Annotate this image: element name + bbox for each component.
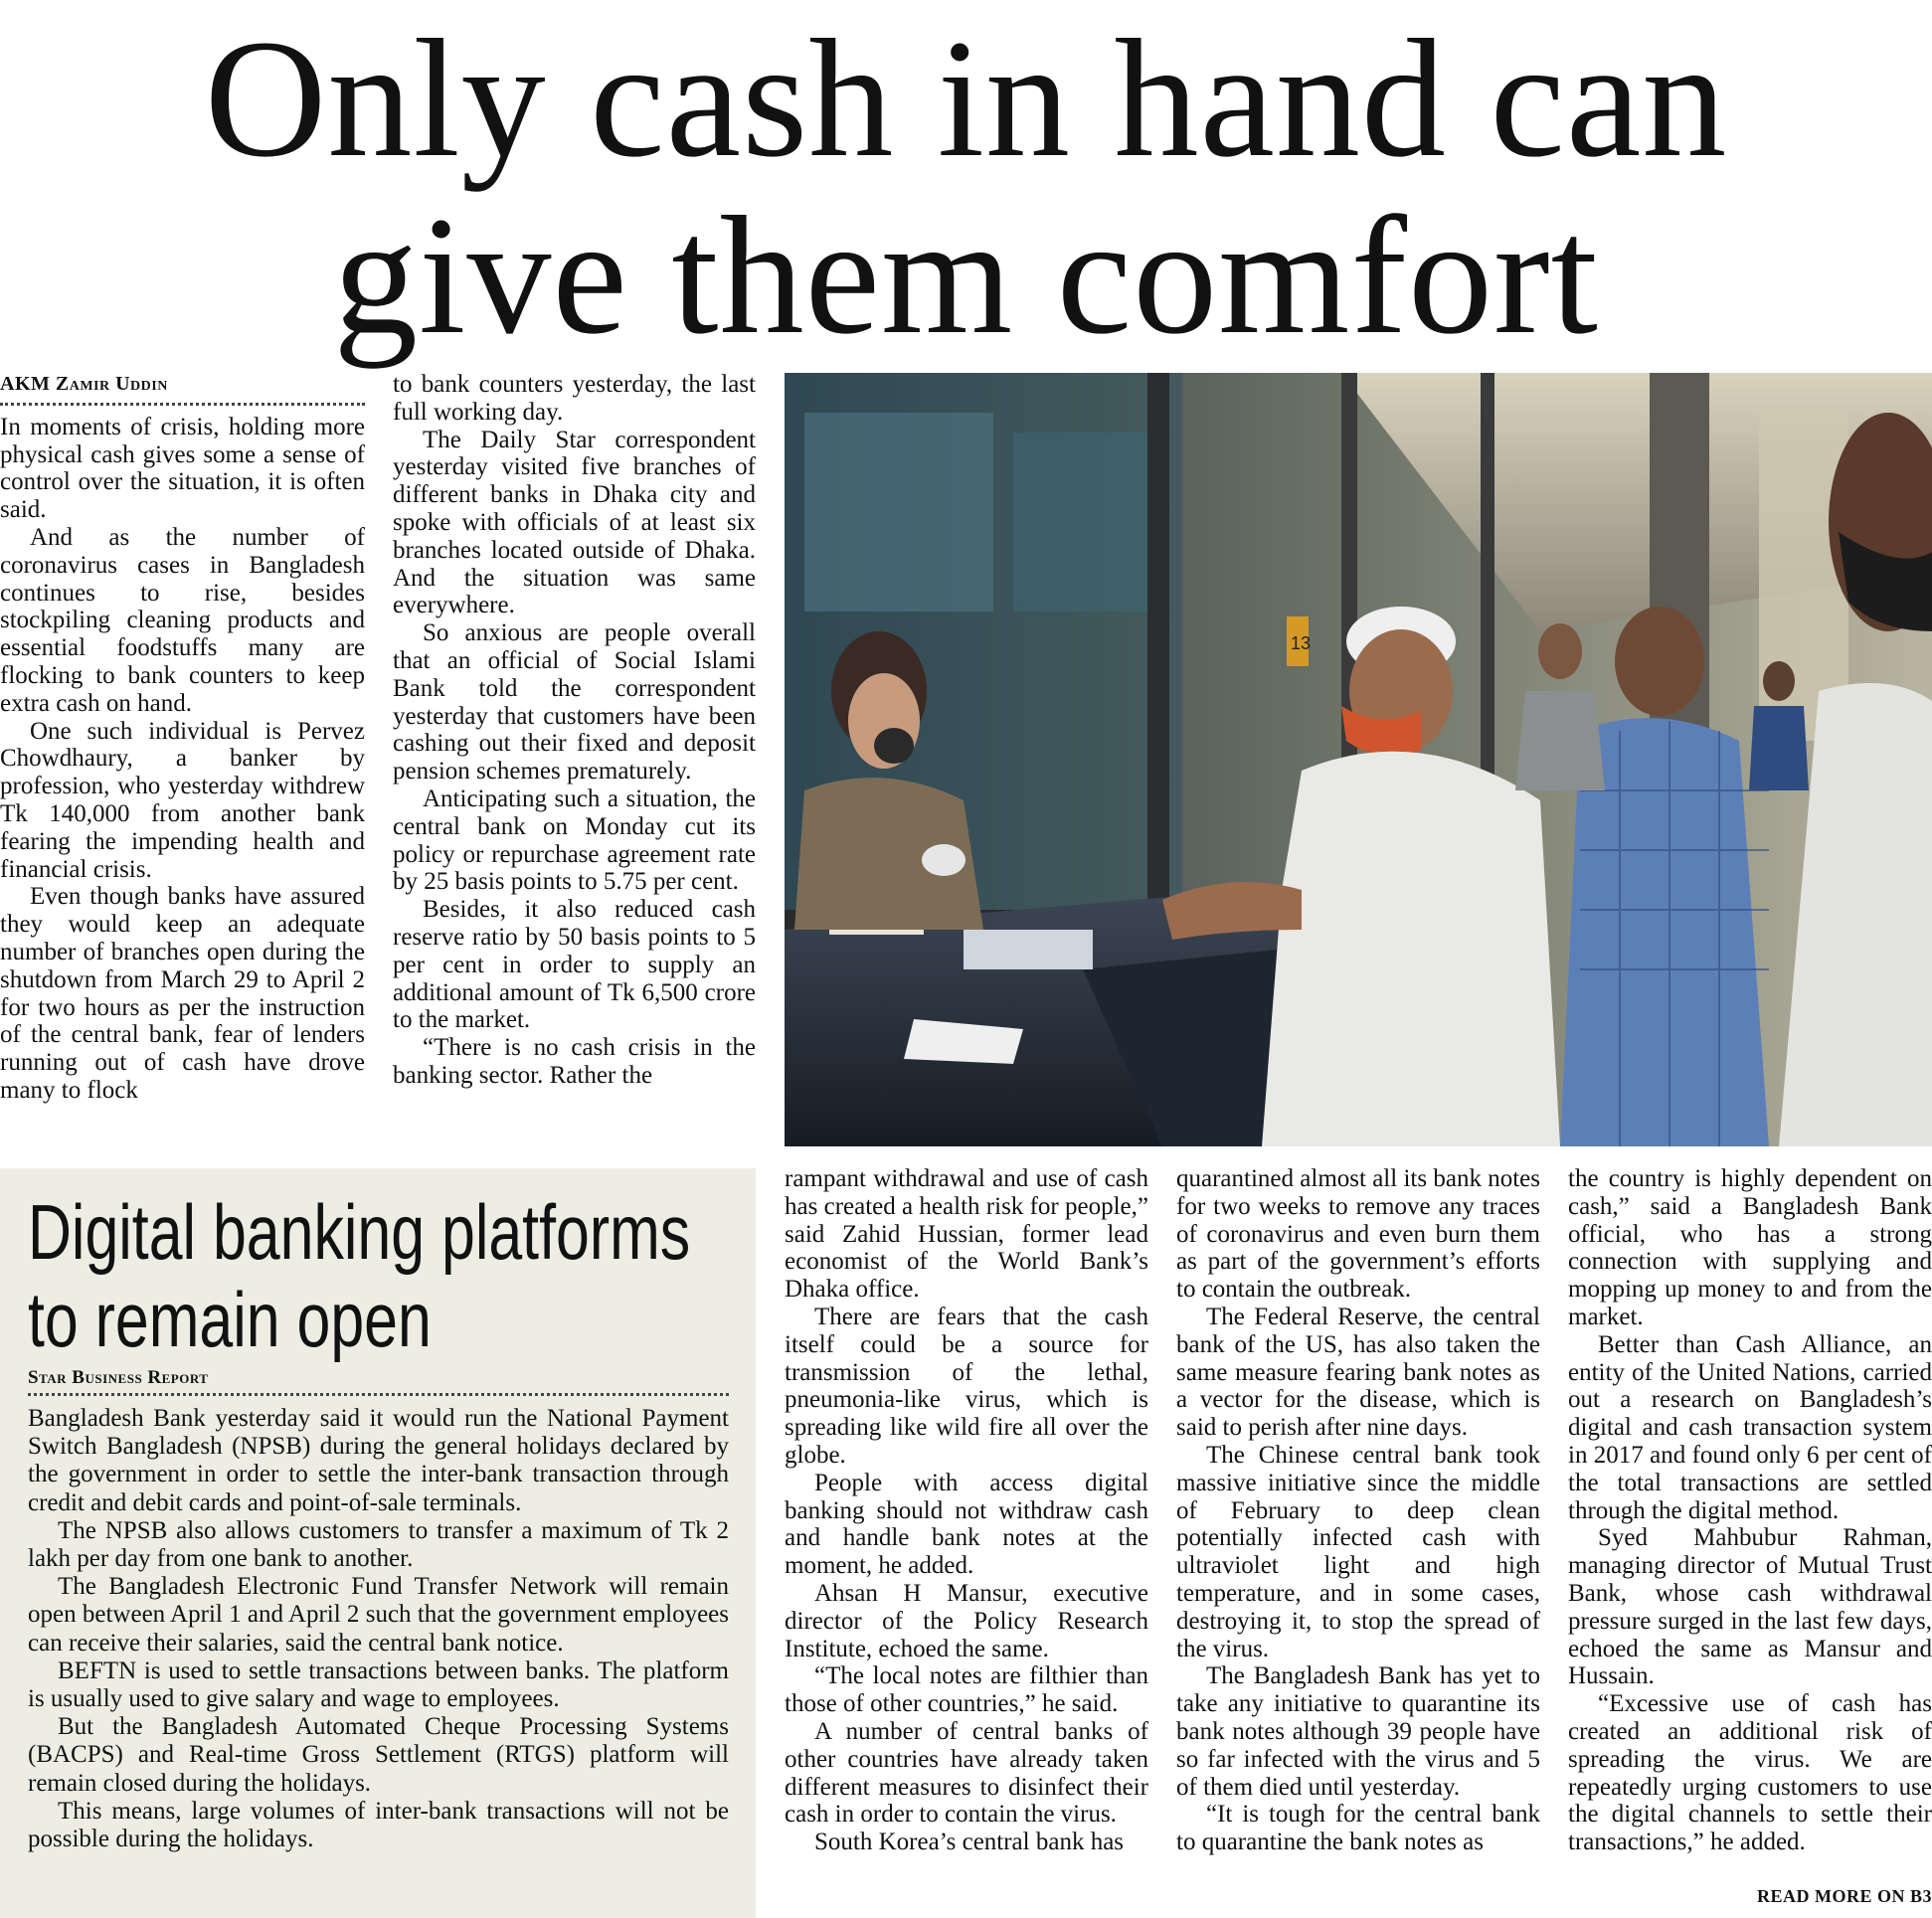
- paragraph: Ahsan H Mansur, executive director of the Policy Research Institute, echoed the same.: [785, 1579, 1148, 1662]
- paragraph: So anxious are people overall that an official of Social Islami Bank told the correspondent yesterday that customers have been cashing out their fixed and deposit pension schemes prematurely.: [393, 619, 756, 785]
- headline-line-2: give them comfort: [333, 182, 1599, 369]
- paragraph: And as the number of coronavirus cases in Bangladesh continues to rise, besides stockpiling cleaning products and essential foodstuffs many are flocking to bank counters to keep extra cash on hand.: [0, 523, 365, 717]
- paragraph: to bank counters yesterday, the last full working day.: [393, 371, 756, 426]
- paragraph: People with access digital banking should not withdraw cash and handle bank notes at the moment, he added.: [785, 1469, 1148, 1580]
- sidebar-headline: [28, 1188, 691, 1363]
- sidebar-headline-line-1: Digital banking platforms: [28, 1188, 691, 1276]
- sidebar-byline-divider: [28, 1393, 729, 1396]
- paragraph: Syed Mahbubur Rahman, managing director of Mutual Trust Bank, whose cash withdrawal pressure surged in the last few days, echoed the same as Mansur and Hussain.: [1568, 1524, 1932, 1690]
- paragraph: Even though banks have assured they would keep an adequate number of branches open during the shutdown from March 29 to April 2 for two hours as per the instruction of the central bank, fear of lenders running out of cash have drove many to flock: [0, 883, 365, 1104]
- paragraph: Besides, it also reduced cash reserve ratio by 50 basis points to 5 per cent in order to supply an additional amount of Tk 6,500 crore to the market.: [393, 896, 756, 1034]
- paragraph: Anticipating such a situation, the central bank on Monday cut its policy or repurchase agreement rate by 25 basis points to 5.75 per cent.: [393, 785, 756, 896]
- paragraph: The Federal Reserve, the central bank of the US, has also taken the same measure fearing bank notes as a vector for the disease, which is said to perish after nine days.: [1176, 1303, 1540, 1442]
- paragraph: The Daily Star correspondent yesterday visited five branches of different banks in Dhaka city and spoke with officials of at least six branches located outside of Dhaka. And the situation was same everywhere.: [393, 426, 756, 619]
- paragraph: rampant withdrawal and use of cash has created a health risk for people,” said Zahid Hussian, former lead economist of the World Bank’s Dhaka office.: [785, 1165, 1148, 1304]
- paragraph: the country is highly dependent on cash,” said a Bangladesh Bank official, who has a strong connection with supplying and mopping up money to and from the market.: [1568, 1165, 1932, 1330]
- sidebar-byline: Star Business Report: [28, 1367, 209, 1388]
- story-column-1: [0, 371, 365, 1105]
- counter-number: 13: [1291, 633, 1312, 653]
- byline-divider: [0, 403, 365, 406]
- headline-line-1: Only cash in hand can: [204, 5, 1728, 192]
- paragraph: A number of central banks of other countries have already taken different measures to disinfect their cash in order to contain the virus.: [785, 1717, 1148, 1829]
- paragraph: There are fears that the cash itself could be a source for transmission of the lethal, pneumonia-like virus, which is spreading like wild fire all over the globe.: [785, 1303, 1148, 1469]
- paragraph: But the Bangladesh Automated Cheque Processing Systems (BACPS) and Real-time Gross Settlement (RTGS) platform will remain closed during the holidays.: [28, 1713, 729, 1797]
- story-column-4: [1176, 1165, 1540, 1856]
- story-column-2: [393, 371, 756, 1090]
- paragraph: The Bangladesh Electronic Fund Transfer Network will remain open between April 1 and April 2 such that the government employees can receive their salaries, said the central bank notice.: [28, 1573, 729, 1656]
- sidebar-headline-line-2: to remain open: [28, 1276, 432, 1363]
- paragraph: “Excessive use of cash has created an additional risk of spreading the virus. We are repeatedly urging customers to use the digital channels to settle their transactions,” he added.: [1568, 1690, 1932, 1856]
- paragraph: “It is tough for the central bank to quarantine the bank notes as: [1176, 1801, 1540, 1856]
- paragraph: In moments of crisis, holding more physical cash gives some a sense of control over the situation, it is often said.: [0, 413, 365, 524]
- paragraph: “There is no cash crisis in the banking sector. Rather the: [393, 1034, 756, 1089]
- paragraph: BEFTN is used to settle transactions between banks. The platform is usually used to give salary and wage to employees.: [28, 1656, 729, 1713]
- paragraph: The NPSB also allows customers to transfer a maximum of Tk 2 lakh per day from one bank to another.: [28, 1516, 729, 1573]
- sidebar-story: [0, 1168, 756, 1918]
- sidebar-body: [28, 1405, 729, 1853]
- paragraph: This means, large volumes of inter-bank transactions will not be possible during the holidays.: [28, 1797, 729, 1853]
- story-column-5: [1568, 1165, 1932, 1856]
- paragraph: quarantined almost all its bank notes for two weeks to remove any traces of coronavirus and even burn them as part of the government’s efforts to contain the outbreak.: [1176, 1165, 1540, 1304]
- bank-counter-photo: [785, 373, 1932, 1146]
- story-column-3: [785, 1165, 1148, 1856]
- main-headline: [0, 5, 1932, 369]
- paragraph: The Chinese central bank took massive initiative since the middle of February to deep clean potentially infected cash with ultraviolet light and high temperature, and in some cases, destroying it, to stop the spread of the virus.: [1176, 1441, 1540, 1662]
- paragraph: The Bangladesh Bank has yet to take any initiative to quarantine its bank notes although 39 people have so far infected with the virus and 5 of them died until yesterday.: [1176, 1662, 1540, 1801]
- byline: AKM Zamir Uddin: [0, 373, 168, 395]
- paragraph: “The local notes are filthier than those of other countries,” he said.: [785, 1662, 1148, 1718]
- paragraph: Bangladesh Bank yesterday said it would run the National Payment Switch Bangladesh (NPSB) during the general holidays declared by the government in order to settle the inter-bank transaction through credit and debit cards and point-of-sale terminals.: [28, 1405, 729, 1516]
- paragraph: One such individual is Pervez Chowdhaury, a banker by profession, who yesterday withdrew Tk 140,000 from another bank fearing the impending health and financial crisis.: [0, 717, 365, 883]
- paragraph: South Korea’s central bank has: [814, 1829, 1125, 1856]
- paragraph: Better than Cash Alliance, an entity of the United Nations, carried out a research on Bangladesh’s digital and cash transaction system in 2017 and found only 6 per cent of the total transactions are settled through the digital method.: [1568, 1330, 1932, 1524]
- read-more-jump[interactable]: READ MORE ON B3: [1756, 1886, 1932, 1906]
